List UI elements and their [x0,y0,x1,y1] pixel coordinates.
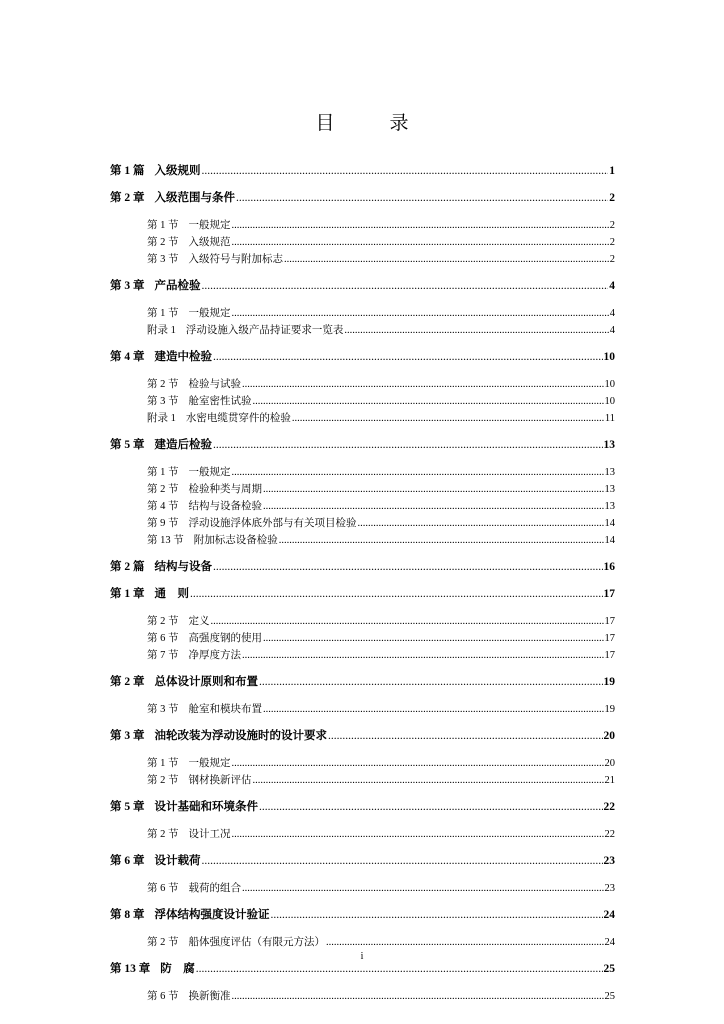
toc-entry-number: 第 1 章 [110,588,145,600]
toc-entry-label: 入级规范 [188,237,231,248]
toc-entry-number: 第 5 章 [110,439,145,451]
toc-section-entry[interactable] [110,464,615,481]
toc-dot-leader [242,880,604,897]
toc-entry-label: 舱室密性试验 [188,396,252,407]
toc-dot-leader [232,988,604,1005]
toc-dot-leader [202,278,609,295]
toc-entry-number: 第 1 节 [147,308,179,319]
toc-entry-number: 第 2 节 [147,775,179,786]
toc-entry-label: 换新衡准 [188,991,231,1002]
toc-entry-label: 通 则 [154,588,189,600]
toc-entry-label: 防 腐 [160,963,195,975]
toc-page-number: 2 [609,237,615,248]
toc-entry-number: 第 6 节 [147,991,179,1002]
toc-page-number: 10 [603,351,615,363]
toc-dot-leader [263,701,604,718]
toc-page-number: 2 [609,220,615,231]
toc-section-entry[interactable] [110,393,615,410]
toc-section-entry[interactable] [110,322,615,339]
toc-chapter-entry[interactable] [110,349,615,366]
toc-dot-leader [328,728,603,745]
toc-page-number: 4 [609,308,615,319]
toc-dot-leader [292,410,604,427]
toc-page-number: 14 [604,518,615,529]
toc-chapter-entry[interactable] [110,853,615,870]
toc-entry-label: 高强度钢的使用 [188,633,262,644]
toc-entry-label: 入级符号与附加标志 [188,254,283,265]
toc-section-entry[interactable] [110,613,615,630]
toc-chapter-entry[interactable] [110,907,615,924]
toc-dot-leader [284,251,609,268]
toc-section-entry[interactable] [110,988,615,1005]
toc-dot-leader [242,376,604,393]
toc-section-entry[interactable] [110,481,615,498]
toc-dot-leader [259,674,603,691]
toc-entry-number: 第 1 篇 [110,165,145,177]
toc-page-number: 2 [609,192,615,204]
toc-dot-leader [213,559,603,576]
toc-entry-label: 舱室和模块布置 [188,704,262,715]
toc-dot-leader [263,630,604,647]
toc-dot-leader [259,799,603,816]
toc-page-number: 13 [604,501,615,512]
toc-entry-label: 结构与设备检验 [188,501,262,512]
toc-entry-number: 第 7 节 [147,650,179,661]
toc-section-entry[interactable] [110,880,615,897]
toc-entry-label: 钢材换新评估 [188,775,252,786]
toc-chapter-entry[interactable] [110,437,615,454]
toc-page-number: 17 [603,588,615,600]
toc-page-number: 1 [609,165,615,177]
toc-section-entry[interactable] [110,630,615,647]
toc-section-entry[interactable] [110,251,615,268]
toc-dot-leader [232,826,604,843]
toc-dot-leader [232,217,609,234]
toc-dot-leader [263,481,604,498]
toc-page-number: 13 [604,484,615,495]
toc-page-number: 20 [604,758,615,769]
toc-entry-number: 附录 1 [147,325,176,336]
page-number: i [360,951,364,962]
toc-section-entry[interactable] [110,755,615,772]
toc-dot-leader [190,586,603,603]
toc-dot-leader [213,349,603,366]
toc-section-entry[interactable] [110,934,615,951]
toc-entry-number: 第 2 节 [147,484,179,495]
toc-section-entry[interactable] [110,826,615,843]
toc-page-number: 21 [604,775,615,786]
toc-page-number: 4 [609,325,615,336]
toc-entry-label: 设计载荷 [154,855,201,867]
toc-entry-number: 第 1 节 [147,220,179,231]
toc-page-number: 14 [604,535,615,546]
toc-dot-leader [358,515,604,532]
toc-page-number: 24 [604,937,615,948]
toc-chapter-entry[interactable] [110,190,615,207]
toc-dot-leader [326,934,604,951]
toc-page-number: 25 [603,963,615,975]
toc-section-entry[interactable] [110,772,615,789]
toc-entry-number: 第 2 章 [110,192,145,204]
toc-entry-number: 第 3 章 [110,280,145,292]
toc-entry-label: 浮动设施浮体底外部与有关项目检验 [188,518,357,529]
toc-section-entry[interactable] [110,376,615,393]
toc-dot-leader [271,907,603,924]
toc-entry-number: 第 3 章 [110,730,145,742]
toc-page-number: 17 [604,650,615,661]
table-of-contents [110,163,615,1015]
toc-entry-number: 第 13 章 [110,963,151,975]
toc-page-number: 17 [604,633,615,644]
toc-page-number: 22 [603,801,615,813]
toc-dot-leader [263,498,604,515]
toc-page-number: 23 [604,883,615,894]
toc-entry-number: 第 8 章 [110,909,145,921]
toc-dot-leader [232,234,609,251]
toc-dot-leader [202,853,603,870]
toc-entry-label: 设计基础和环境条件 [154,801,258,813]
toc-entry-label: 入级范围与条件 [154,192,235,204]
toc-chapter-entry[interactable] [110,163,615,180]
toc-page-number: 23 [603,855,615,867]
toc-entry-label: 一般规定 [188,220,231,231]
toc-entry-number: 第 6 章 [110,855,145,867]
toc-page-number: 11 [604,413,615,424]
toc-entry-label: 检验与试验 [188,379,241,390]
toc-entry-label: 净厚度方法 [188,650,241,661]
toc-section-entry[interactable] [110,410,615,427]
toc-section-entry[interactable] [110,498,615,515]
toc-entry-label: 附加标志设备检验 [193,535,278,546]
toc-entry-number: 第 9 节 [147,518,179,529]
toc-entry-number: 第 3 节 [147,254,179,265]
toc-chapter-entry[interactable] [110,586,615,603]
toc-entry-label: 载荷的组合 [188,883,241,894]
toc-dot-leader [253,393,604,410]
toc-page-number: 22 [604,829,615,840]
toc-entry-number: 第 1 节 [147,758,179,769]
toc-entry-number: 第 6 节 [147,633,179,644]
toc-chapter-entry[interactable] [110,674,615,691]
toc-page-number: 17 [604,616,615,627]
toc-page-number: 4 [609,280,615,292]
toc-dot-leader [196,961,603,978]
toc-page-number: 10 [604,396,615,407]
toc-section-entry[interactable] [110,217,615,234]
toc-entry-label: 定义 [188,616,210,627]
toc-entry-number: 第 2 节 [147,937,179,948]
toc-section-entry[interactable] [110,305,615,322]
toc-chapter-entry[interactable] [110,559,615,576]
toc-entry-label: 浮动设施入级产品持证要求一览表 [185,325,344,336]
toc-dot-leader [236,190,608,207]
toc-entry-label: 建造中检验 [154,351,212,363]
toc-entry-number: 第 1 节 [147,467,179,478]
toc-page-number: 16 [603,561,615,573]
toc-chapter-entry[interactable] [110,799,615,816]
toc-section-entry[interactable] [110,701,615,718]
toc-entry-number: 第 3 节 [147,396,179,407]
toc-entry-label: 油轮改装为浮动设施时的设计要求 [154,730,327,742]
toc-chapter-entry[interactable] [110,961,615,978]
toc-entry-number: 第 4 章 [110,351,145,363]
toc-chapter-entry[interactable] [110,728,615,745]
toc-entry-number: 第 2 节 [147,616,179,627]
toc-entry-label: 入级规则 [154,165,201,177]
toc-entry-label: 设计工况 [188,829,231,840]
toc-page-number: 25 [604,991,615,1002]
toc-dot-leader [202,163,609,180]
toc-entry-number: 第 13 节 [147,535,184,546]
toc-dot-leader [232,755,604,772]
toc-section-entry[interactable] [110,515,615,532]
toc-entry-number: 第 2 节 [147,237,179,248]
toc-entry-label: 浮体结构强度设计验证 [154,909,270,921]
toc-page-number: 10 [604,379,615,390]
toc-dot-leader [211,613,604,630]
toc-page-number: 19 [604,704,615,715]
toc-entry-label: 水密电缆贯穿件的检验 [185,413,291,424]
toc-page-number: 2 [609,254,615,265]
toc-entry-label: 一般规定 [188,467,231,478]
toc-entry-number: 第 2 章 [110,676,145,688]
toc-entry-label: 总体设计原则和布置 [154,676,258,688]
toc-entry-label: 结构与设备 [154,561,212,573]
toc-dot-leader [253,772,604,789]
page-title: 目 录 [315,113,427,134]
toc-page-number: 13 [604,467,615,478]
toc-entry-number: 第 2 篇 [110,561,145,573]
toc-dot-leader [232,305,609,322]
toc-entry-number: 第 4 节 [147,501,179,512]
toc-page-number: 24 [603,909,615,921]
toc-section-entry[interactable] [110,234,615,251]
toc-dot-leader [232,464,604,481]
toc-entry-label: 产品检验 [154,280,201,292]
toc-entry-label: 检验种类与周期 [188,484,262,495]
toc-entry-number: 第 2 节 [147,379,179,390]
toc-dot-leader [242,647,604,664]
toc-page-number: 19 [603,676,615,688]
toc-dot-leader [279,532,604,549]
toc-entry-number: 第 2 节 [147,829,179,840]
toc-page-number: 13 [603,439,615,451]
toc-dot-leader [213,437,603,454]
toc-section-entry[interactable] [110,532,615,549]
toc-chapter-entry[interactable] [110,278,615,295]
toc-entry-number: 第 6 节 [147,883,179,894]
toc-entry-number: 第 3 节 [147,704,179,715]
toc-page-number: 20 [603,730,615,742]
toc-dot-leader [344,322,608,339]
toc-entry-label: 船体强度评估（有限元方法） [188,937,325,948]
toc-section-entry[interactable] [110,647,615,664]
toc-entry-number: 第 5 章 [110,801,145,813]
toc-entry-label: 建造后检验 [154,439,212,451]
toc-entry-label: 一般规定 [188,758,231,769]
toc-entry-label: 一般规定 [188,308,231,319]
toc-entry-number: 附录 1 [147,413,176,424]
